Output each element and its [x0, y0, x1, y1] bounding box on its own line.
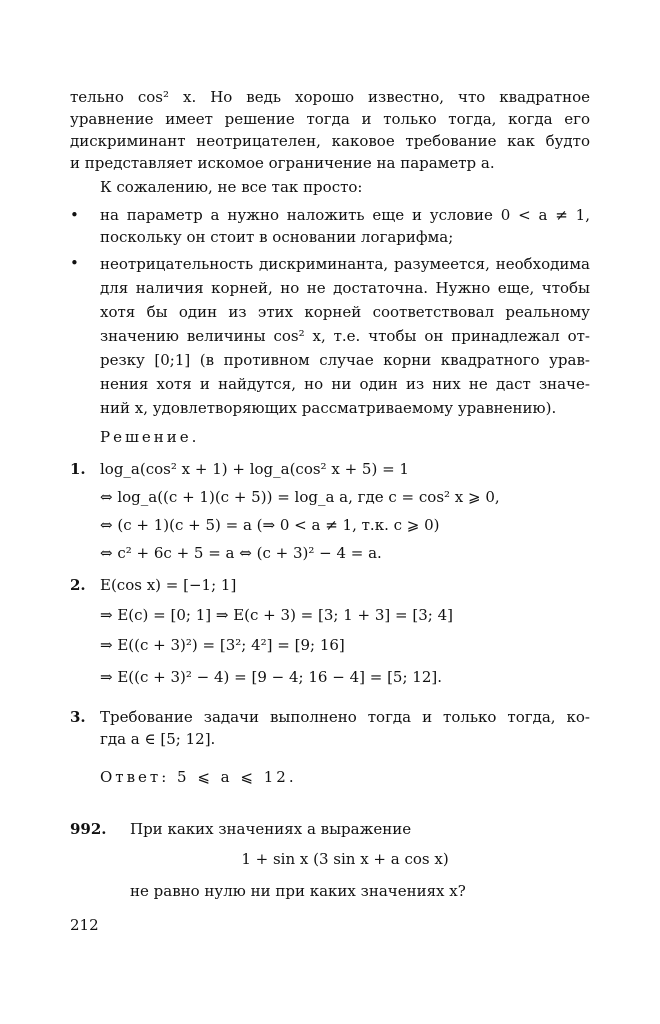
intro-line-1: тельно cos² x. Но ведь хорошо известно, что квадратное	[70, 88, 590, 106]
problem-formula: 1 + sin x (3 sin x + a cos x)	[241, 850, 449, 868]
bullet-2-line-3: хотя бы один из этих корней соответствовал реальному	[100, 303, 590, 321]
solution-heading: Решение.	[100, 428, 200, 446]
problem-number: 992.	[70, 820, 107, 838]
bullet-2-line-7: ний x, удовлетворяющих рассматриваемому уравнению).	[100, 399, 557, 417]
bullet-2-line-5: резку [0;1] (в противном случае корни квадратного урав-	[100, 351, 590, 369]
bullet-2-line-1: неотрицательность дискриминанта, разумеется, необходима	[100, 255, 590, 273]
step-1-line-4: ⇔ c² + 6c + 5 = a ⇔ (c + 3)² − 4 = a.	[100, 544, 382, 562]
problem-question: не равно нулю ни при каких значениях x?	[130, 882, 466, 900]
page-number: 212	[70, 916, 99, 934]
bullet-item-1	[100, 204, 590, 248]
bullet-dot-2: •	[70, 254, 79, 272]
step-3-text	[100, 706, 590, 750]
step-2-line-4: ⇒ E((c + 3)² − 4) = [9 − 4; 16 − 4] = [5; 12].	[100, 668, 442, 686]
step-1-line-3: ⇔ (c + 1)(c + 5) = a (⇒ 0 < a ≠ 1, т.к. c ⩾ 0)	[100, 516, 440, 534]
step-2-line-3: ⇒ E((c + 3)²) = [3²; 4²] = [9; 16]	[100, 636, 345, 654]
intro-paragraph	[70, 86, 590, 174]
step-3-number: 3.	[70, 708, 86, 726]
caveat-text: К сожалению, не все так просто:	[100, 178, 363, 196]
step-1-line-1: log_a(cos² x + 1) + log_a(cos² x + 5) = 1	[100, 460, 409, 478]
intro-line-3: дискриминант неотрицателен, каковое требование как будто	[70, 132, 590, 150]
bullet-2-line-6: нения хотя и найдутся, но ни один из них не даст значе-	[100, 375, 590, 393]
step-3-line-1: Требование задачи выполнено тогда и только тогда, ко-	[100, 708, 590, 726]
step-2-line-2: ⇒ E(c) = [0; 1] ⇒ E(c + 3) = [3; 1 + 3] = [3; 4]	[100, 606, 453, 624]
bullet-1-line-1: на параметр a нужно наложить еще и условие 0 < a ≠ 1,	[100, 206, 590, 224]
intro-line-2: уравнение имеет решение тогда и только тогда, когда его	[70, 110, 590, 128]
bullet-2-line-2: для наличия корней, но не достаточна. Нужно еще, чтобы	[100, 279, 590, 297]
bullet-1-line-2: поскольку он стоит в основании логарифма;	[100, 228, 454, 246]
step-3-line-2: гда a ∈ [5; 12].	[100, 730, 216, 748]
problem-text: При каких значениях a выражение	[130, 820, 412, 838]
intro-line-4: и представляет искомое ограничение на параметр a.	[70, 154, 495, 172]
step-1-line-2: ⇔ log_a((c + 1)(c + 5)) = log_a a, где c = cos² x ⩾ 0,	[100, 488, 500, 506]
bullet-item-2	[100, 252, 590, 420]
step-1-number: 1.	[70, 460, 86, 478]
step-2-line-1: E(cos x) = [−1; 1]	[100, 576, 237, 594]
answer-line: Ответ: 5 ⩽ a ⩽ 12.	[100, 768, 297, 786]
bullet-2-line-4: значению величины cos² x, т.е. чтобы он принадлежал от-	[100, 327, 590, 345]
step-2-number: 2.	[70, 576, 86, 594]
bullet-dot-1: •	[70, 206, 79, 224]
